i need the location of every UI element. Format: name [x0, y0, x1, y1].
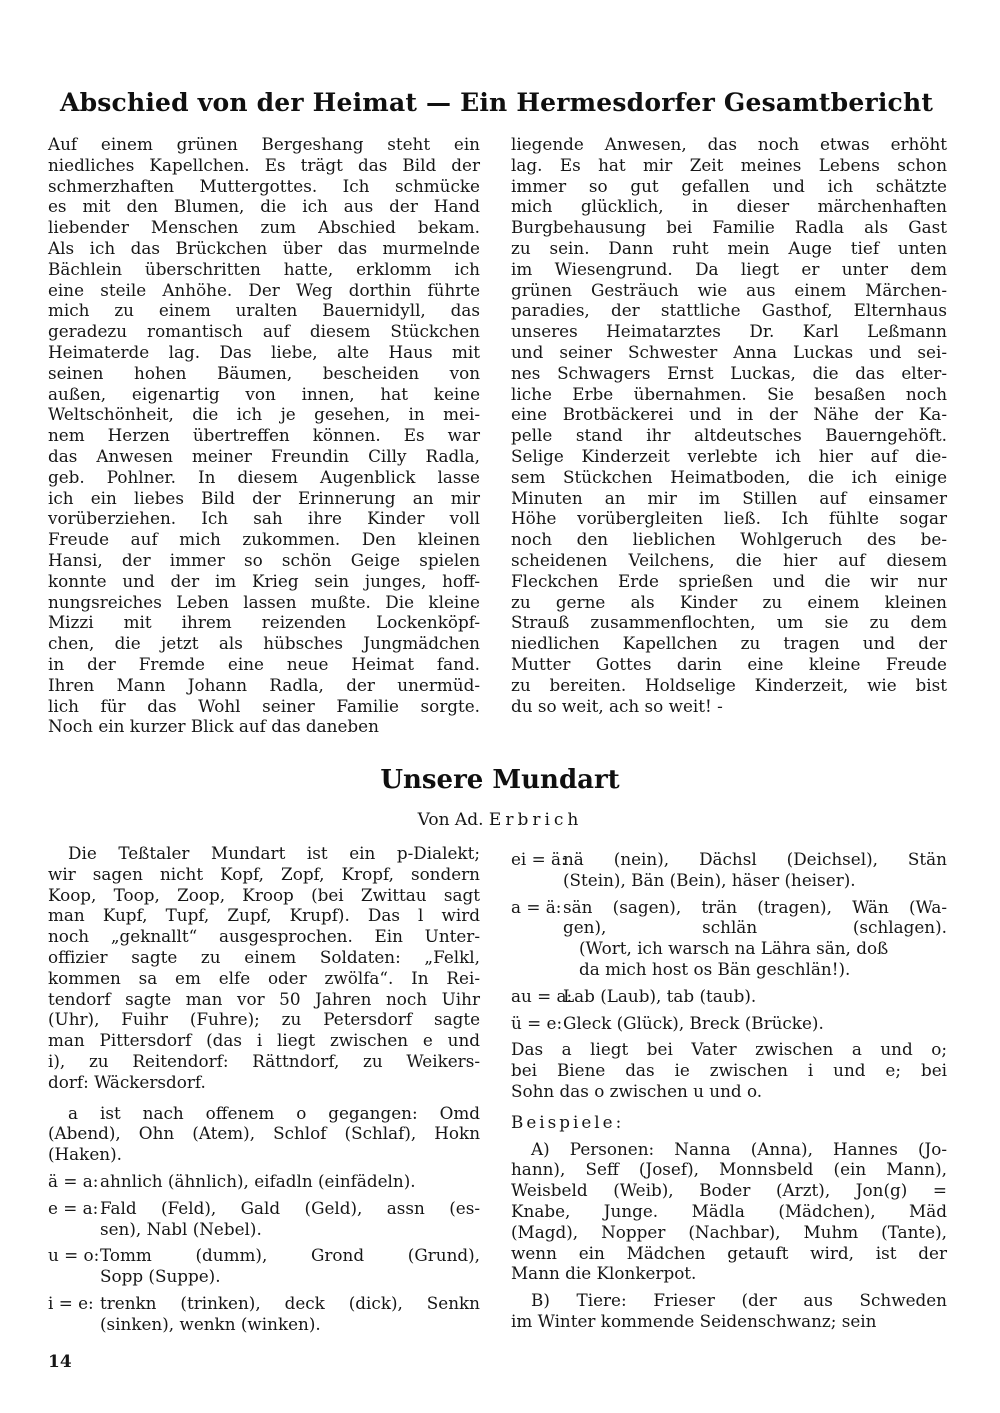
- left-rules: [48, 1171, 480, 1335]
- text-line: (Abend), Ohn (Atem), Schlof (Schlaf), Hokn: [48, 1123, 480, 1144]
- text-line: nes Schwagers Ernst Luckas, die das elter-: [511, 362, 947, 383]
- text-line: A) Personen: Nanna (Anna), Hannes (Jo-: [531, 1138, 947, 1159]
- text-line: Fald (Feld), Gald (Geld), assn (es-: [100, 1197, 480, 1218]
- text-line: offizier sagte zu einem Soldaten: „Felkl,: [48, 946, 480, 967]
- sound-rule: [48, 1293, 480, 1335]
- text-line: du so weit, ach so weit! -: [511, 695, 723, 716]
- sound-rule: [511, 986, 947, 1007]
- sound-rule-key: u = o:: [48, 1245, 100, 1266]
- text-line: Auf einem grünen Bergeshang steht ein: [48, 134, 480, 154]
- text-line: Lab (Laub), tab (taub).: [563, 985, 757, 1006]
- text-line: liche Erbe übernahmen. Sie besaßen noch: [511, 383, 947, 404]
- text-line: im Winter kommende Seidenschwanz; sein: [511, 1310, 877, 1331]
- text-line: i), zu Reitendorf: Rättndorf, zu Weikers-: [48, 1050, 480, 1071]
- sound-rule-key: ü = e:: [511, 1012, 563, 1033]
- text-line: eine steile Anhöhe. Der Weg dorthin führte: [48, 279, 480, 300]
- text-line: tendorf sagte man vor 50 Jahren noch Uihr: [48, 988, 480, 1009]
- text-line: Die Teßtaler Mundart ist ein p-Dialekt;: [68, 843, 480, 863]
- text-line: noch den lieblichen Wohlgeruch des be-: [511, 529, 947, 550]
- right-rules: [511, 849, 947, 1033]
- text-line: chen, die jetzt als hübsches Jungmädchen: [48, 633, 480, 654]
- text-line: niedlichen Kapellchen zu tragen und der: [511, 633, 947, 654]
- article2-right-column: [511, 843, 947, 1332]
- sound-rule-key: a = ä:: [511, 896, 562, 917]
- text-line: immer so gut gefallen und ich schätzte: [511, 175, 947, 196]
- text-line: trenkn (trinken), deck (dick), Senkn: [100, 1292, 480, 1313]
- article1-left-column: [48, 134, 480, 737]
- text-line: liegende Anwesen, das noch etwas erhöht: [511, 134, 947, 154]
- text-line: eine Brotbäckerei und in der Nähe der Ka-: [511, 404, 947, 425]
- text-line: kommen sa em elfe oder zwölfa“. In Rei-: [48, 967, 480, 988]
- text-line: Koop, Toop, Zoop, Kroop (bei Zwittau sagt: [48, 884, 480, 905]
- text-line: Hansi, der immer so schön Geige spielen: [48, 549, 480, 570]
- text-line: Knabe, Junge. Mädla (Mädchen), Mäd: [511, 1200, 947, 1221]
- sound-rule-key: ä = a:: [48, 1170, 99, 1191]
- sound-rule: [48, 1198, 480, 1240]
- byline: [0, 810, 1000, 830]
- text-line: konnte und der im Krieg sein junges, hoff-: [48, 570, 480, 591]
- text-line: geb. Pohlner. In diesem Augenblick lasse: [48, 466, 480, 487]
- text-line: a ist nach offenem o gegangen: Omd: [68, 1102, 480, 1123]
- text-line: Ihren Mann Johann Radla, der unermüd-: [48, 674, 480, 695]
- text-line: seinen hohen Bäumen, bescheiden von: [48, 362, 480, 383]
- sound-rule: [511, 1013, 947, 1034]
- text-line: Strauß zusammenflochten, um sie zu dem: [511, 612, 947, 633]
- text-line: da mich host os Bän geschlän!).: [579, 958, 851, 979]
- vowel-paragraph: [511, 1039, 947, 1101]
- text-line: sem Stückchen Heimatboden, die ich einige: [511, 466, 947, 487]
- text-line: Minuten an mir im Stillen auf einsamer: [511, 487, 947, 508]
- text-line: nem Herzen übertreffen können. Es war: [48, 425, 480, 446]
- examples-a: [511, 1139, 947, 1285]
- text-line: niedliches Kapellchen. Es trägt das Bild der: [48, 154, 480, 175]
- text-line: lag. Es hat mir Zeit meines Lebens schon: [511, 154, 947, 175]
- text-line: Freude auf mich zukommen. Den kleinen: [48, 529, 480, 550]
- sound-rule: [48, 1245, 480, 1287]
- text-line: Als ich das Brückchen über das murmelnde: [48, 237, 480, 258]
- text-line: nä (nein), Dächsl (Deichsel), Stän: [563, 849, 947, 869]
- text-line: lich für das Wohl seiner Familie sorgte.: [48, 695, 480, 716]
- text-line: Tomm (dumm), Grond (Grund),: [100, 1245, 480, 1266]
- text-line: es mit den Blumen, die ich aus der Hand: [48, 196, 480, 217]
- text-line: sän (sagen), trän (tragen), Wän (Wa-: [563, 896, 947, 917]
- text-line: (sinken), wenkn (winken).: [100, 1313, 321, 1334]
- byline-prefix: Von Ad.: [417, 810, 484, 830]
- text-line: Mizzi mit ihrem reizenden Lockenköpf-: [48, 612, 480, 633]
- text-line: mich glücklich, in dieser märchenhaften: [511, 196, 947, 217]
- text-line: Burgbehausung bei Familie Radla als Gast: [511, 217, 947, 238]
- text-line: Weltschönheit, die ich je gesehen, in mei-: [48, 404, 480, 425]
- examples-label: Beispiele:: [511, 1111, 625, 1132]
- sound-rule: [48, 1171, 480, 1192]
- a-o-paragraph: [48, 1103, 480, 1165]
- text-line: Fleckchen Erde sprießen und die wir nur: [511, 570, 947, 591]
- text-line: Noch ein kurzer Blick auf das daneben: [48, 716, 379, 737]
- sound-rule-key: au = a:: [511, 985, 573, 1006]
- text-line: Heimaterde lag. Das liebe, alte Haus mit: [48, 341, 480, 362]
- byline-author: Erbrich: [488, 810, 583, 830]
- text-line: zu bereiten. Holdselige Kinderzeit, wie bist: [511, 674, 947, 695]
- text-line: ich ein liebes Bild der Erinnerung an mir: [48, 487, 480, 508]
- text-line: in der Fremde eine neue Heimat fand.: [48, 653, 480, 674]
- text-line: im Wiesengrund. Da liegt er unter dem: [511, 258, 947, 279]
- text-line: grünen Gesträuch wie aus einem Märchen-: [511, 279, 947, 300]
- text-line: schmerzhaften Muttergottes. Ich schmücke: [48, 175, 480, 196]
- text-line: das Anwesen meiner Freundin Cilly Radla,: [48, 445, 480, 466]
- text-line: Mann die Klonkerpot.: [511, 1263, 697, 1284]
- text-line: hann), Seff (Josef), Monnsbeld (ein Mann),: [511, 1159, 947, 1180]
- text-line: wenn ein Mädchen getauft wird, ist der: [511, 1242, 947, 1263]
- text-line: Weisbeld (Weib), Boder (Arzt), Jon(g) =: [511, 1180, 947, 1201]
- text-line: (Wort, ich warsch na Lähra sän, doß: [579, 938, 889, 959]
- text-line: (Uhr), Fuihr (Fuhre); zu Petersdorf sagte: [48, 1009, 480, 1030]
- text-line: Sopp (Suppe).: [100, 1266, 221, 1287]
- sound-rule: [511, 849, 947, 891]
- article2-title: Unsere Mundart: [380, 765, 620, 795]
- text-line: Selige Kinderzeit verlebte ich hier auf die-: [511, 445, 947, 466]
- text-line: bei Biene das ie zwischen i und e; bei: [511, 1060, 947, 1081]
- text-line: zu sein. Dann ruht mein Auge tief unten: [511, 237, 947, 258]
- article2-left-column: [48, 843, 480, 1335]
- text-line: sen), Nabl (Nebel).: [100, 1218, 262, 1239]
- text-line: Höhe vorübergleiten ließ. Ich fühlte sogar: [511, 508, 947, 529]
- text-line: wir sagen nicht Kopf, Zopf, Kropf, sondern: [48, 863, 480, 884]
- text-line: (Haken).: [48, 1144, 122, 1165]
- text-line: Sohn das o zwischen u und o.: [511, 1080, 763, 1101]
- text-line: pelle stand ihr altdeutsches Bauerngehöft.: [511, 425, 947, 446]
- text-line: man Kupf, Tupf, Zupf, Krupf). Das l wird: [48, 905, 480, 926]
- text-line: dorf: Wäckersdorf.: [48, 1071, 206, 1092]
- text-line: (Magd), Nopper (Nachbar), Muhm (Tante),: [511, 1221, 947, 1242]
- article1-right-column: [511, 134, 947, 716]
- sound-rule-key: i = e:: [48, 1292, 94, 1313]
- text-line: noch „geknallt“ ausgesprochen. Ein Unter-: [48, 926, 480, 947]
- text-line: Gleck (Glück), Breck (Brücke).: [563, 1012, 824, 1033]
- text-line: Bächlein überschritten hatte, erklomm ich: [48, 258, 480, 279]
- text-line: scheidenen Veilchens, die hier auf diesem: [511, 549, 947, 570]
- text-line: mich zu einem uralten Bauernidyll, das: [48, 300, 480, 321]
- examples-b: [511, 1290, 947, 1332]
- text-line: unseres Heimatarztes Dr. Karl Leßmann: [511, 321, 947, 342]
- sound-rule-key: ei = ä:: [511, 849, 567, 869]
- text-line: und seiner Schwester Anna Luckas und sei-: [511, 341, 947, 362]
- sound-rule-key: e = a:: [48, 1197, 99, 1218]
- text-line: geradezu romantisch auf diesem Stückchen: [48, 321, 480, 342]
- text-line: zu gerne als Kinder zu einem kleinen: [511, 591, 947, 612]
- intro-paragraph: [48, 843, 480, 1093]
- text-line: gen), schlän (schlagen).: [563, 917, 947, 938]
- text-line: man Pittersdorf (das i liegt zwischen e und: [48, 1030, 480, 1051]
- text-line: Mutter Gottes darin eine kleine Freude: [511, 653, 947, 674]
- text-line: außen, eigenartig von innen, hat keine: [48, 383, 480, 404]
- text-line: B) Tiere: Frieser (der aus Schweden: [531, 1290, 947, 1311]
- article-title: Abschied von der Heimat — Ein Hermesdorfer Gesamtbericht: [60, 88, 934, 117]
- text-line: (Stein), Bän (Bein), häser (heiser).: [563, 869, 856, 890]
- text-line: paradies, der stattliche Gasthof, Elternhaus: [511, 300, 947, 321]
- text-line: liebender Menschen zum Abschied bekam.: [48, 217, 480, 238]
- sound-rule: [511, 897, 947, 980]
- text-line: vorüberziehen. Ich sah ihre Kinder voll: [48, 508, 480, 529]
- page-number: 14: [48, 1352, 72, 1372]
- text-line: ahnlich (ähnlich), eifadln (einfädeln).: [100, 1170, 416, 1191]
- text-line: Das a liegt bei Vater zwischen a und o;: [511, 1039, 947, 1060]
- text-line: nungsreiches Leben lassen mußte. Die kleine: [48, 591, 480, 612]
